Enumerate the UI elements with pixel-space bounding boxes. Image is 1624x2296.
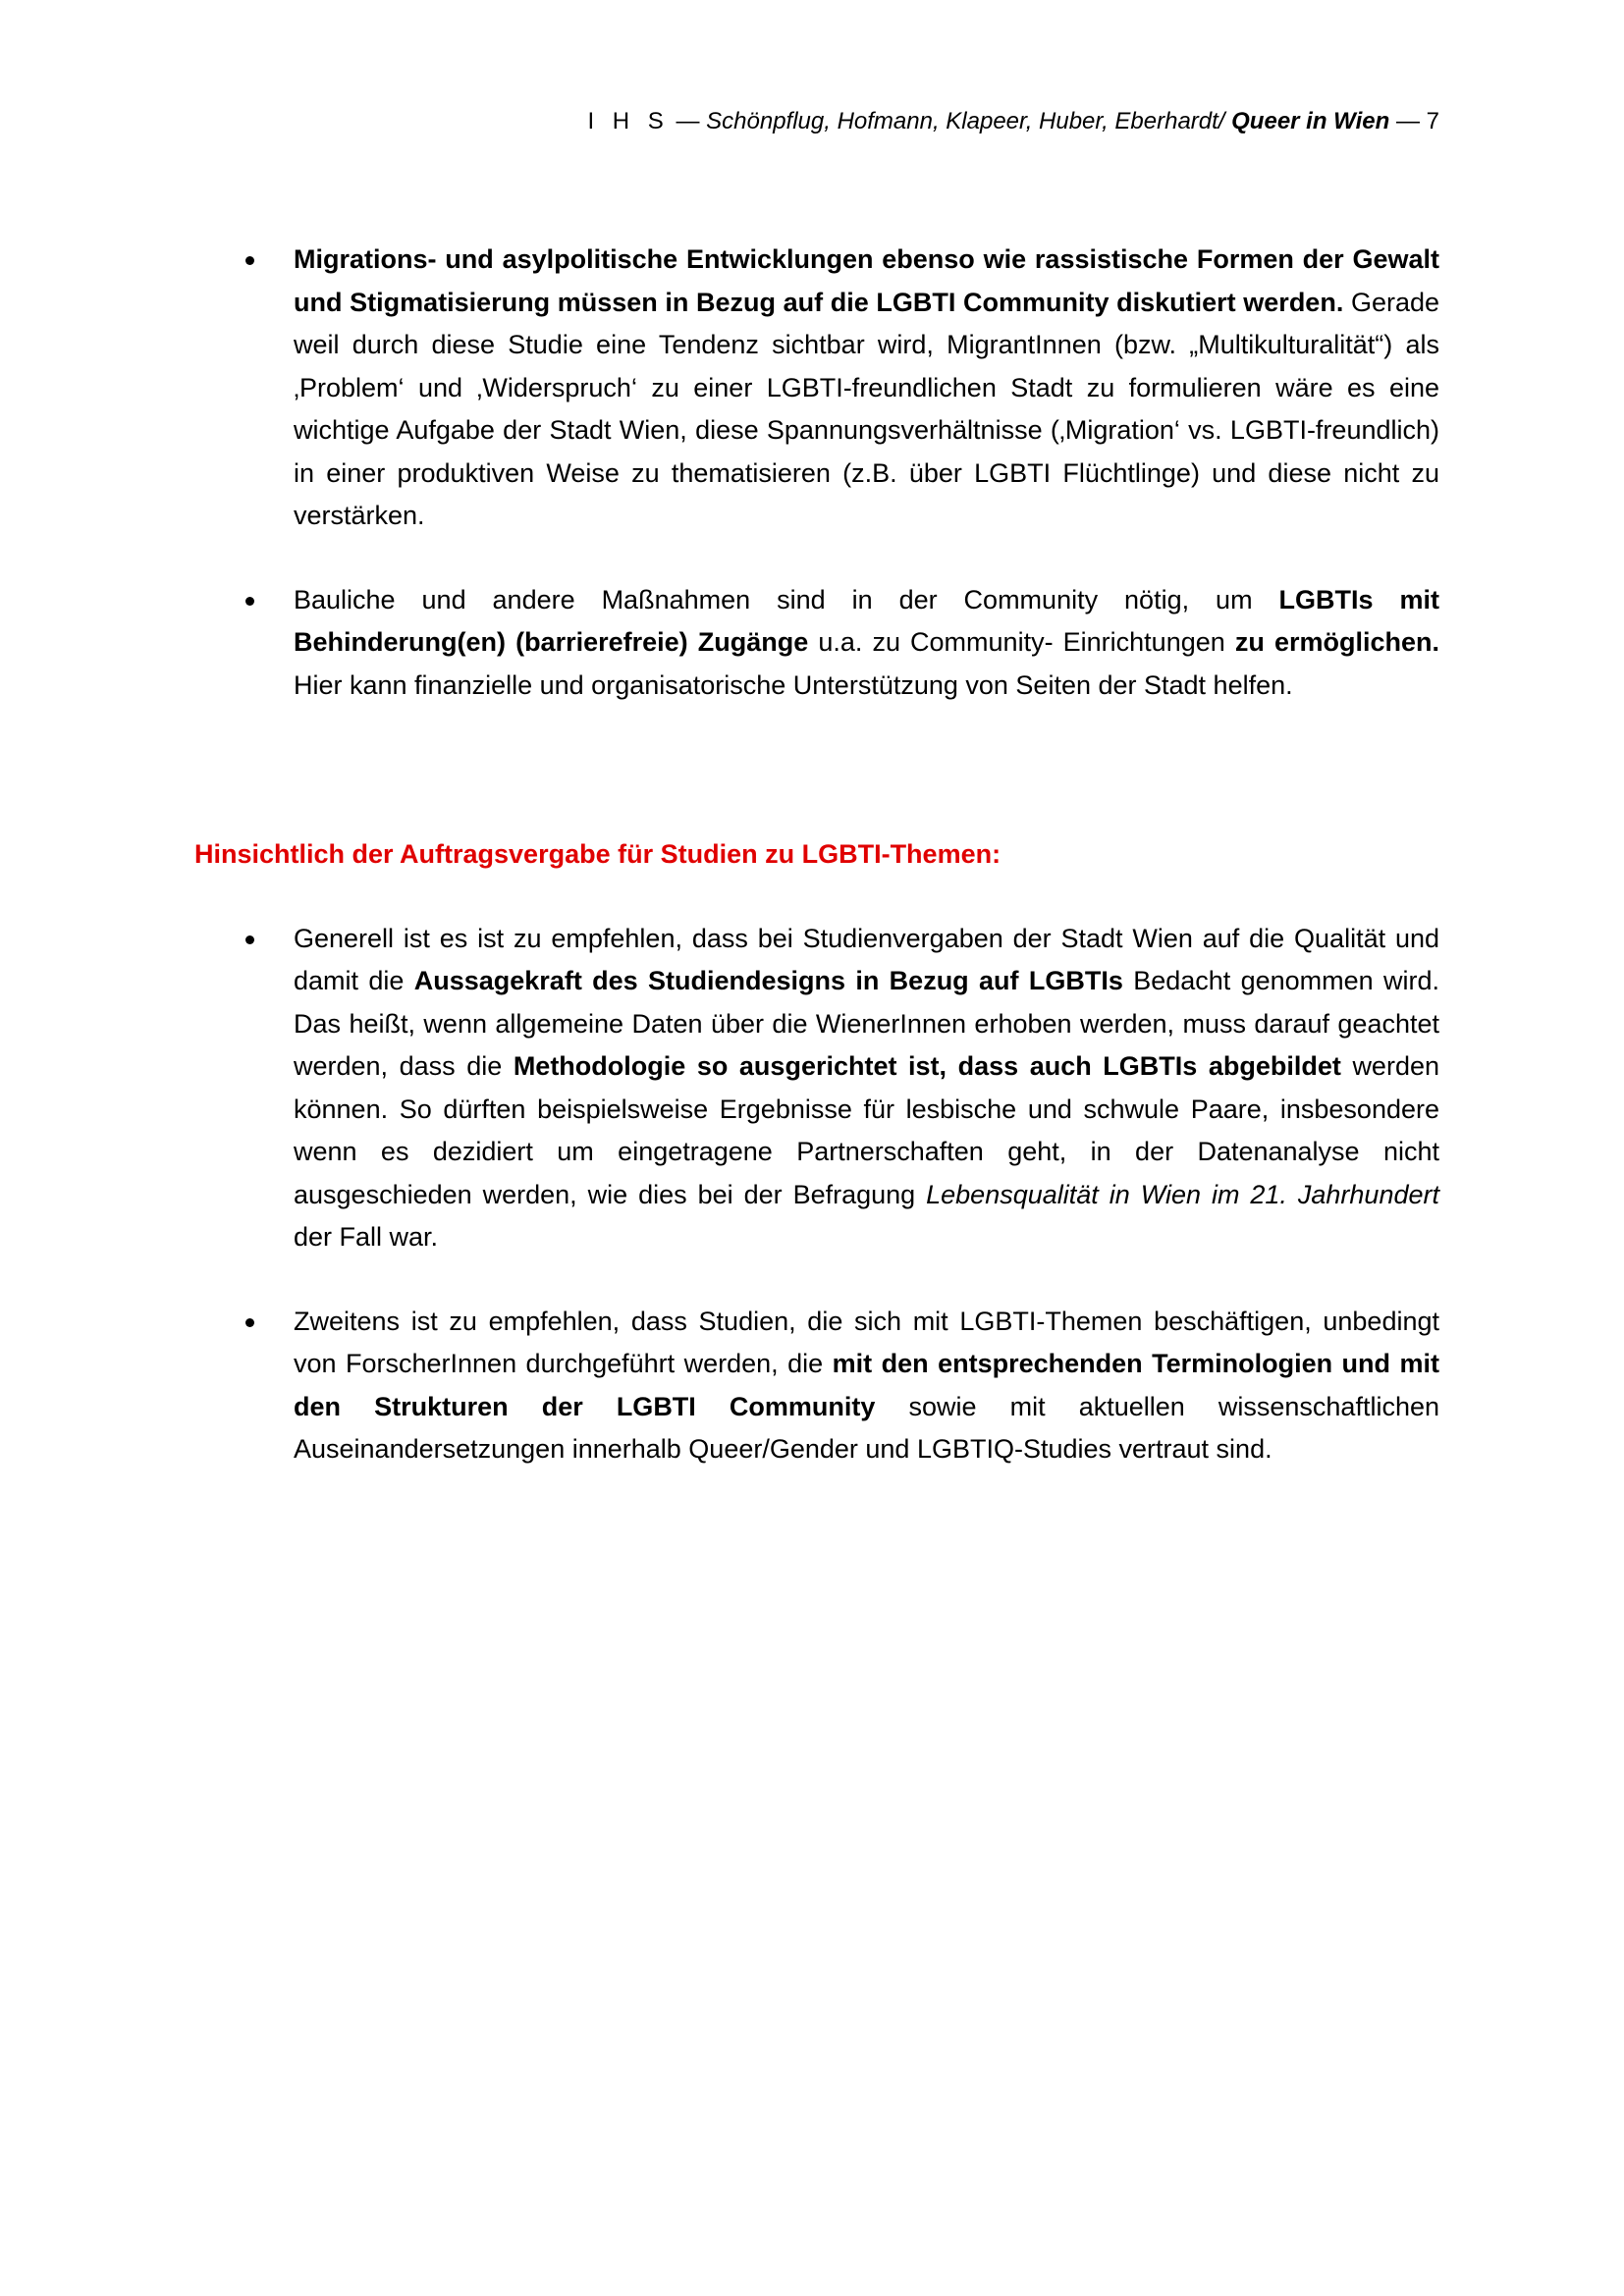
bullet-icon bbox=[245, 256, 254, 265]
bold-text: mit den entsprechenden Terminologien und mit den Strukturen der LGBTI Community bbox=[294, 1349, 1439, 1421]
list-item bbox=[194, 239, 1439, 538]
italic-title: Lebensqualität in Wien im 21. Jahrhundert bbox=[926, 1179, 1439, 1209]
recommendation-list bbox=[194, 918, 1439, 1471]
list-item bbox=[194, 1301, 1439, 1471]
bold-text: LGBTIs mit Behinderung(en) (barrierefreie) Zugänge bbox=[294, 584, 1439, 657]
bullet-icon bbox=[245, 597, 254, 606]
page-number: 7 bbox=[1426, 108, 1439, 134]
header-separator: — bbox=[1389, 108, 1427, 134]
bold-text: Methodologie so ausgerichtet ist, dass auch LGBTIs abgebildet bbox=[513, 1051, 1341, 1081]
header-work-title: Queer in Wien bbox=[1231, 108, 1390, 134]
bold-text: zu ermöglichen. bbox=[1234, 627, 1439, 657]
section-heading: Hinsichtlich der Auftragsvergabe für Studien zu LGBTI-Themen: bbox=[194, 839, 1001, 869]
bold-text: Aussagekraft des Studiendesigns in Bezug auf LGBTIs bbox=[413, 966, 1123, 995]
bold-text: Migrations- und asylpolitische Entwicklungen ebenso wie rassistische Formen der Gewalt und Stigmatisierung müssen in Bezug auf die LGBTI Community diskutiert werden. bbox=[294, 244, 1439, 317]
header-authors: Schönpflug, Hofmann, Klapeer, Huber, Eberhardt/ bbox=[706, 108, 1225, 134]
document-body bbox=[194, 239, 1439, 1471]
body-text: Hier kann finanzielle und organisatorische Unterstützung von Seiten der Stadt helfen. bbox=[294, 669, 1293, 700]
body-text: Bauliche und andere Maßnahmen sind in der Community nötig, um bbox=[294, 584, 1279, 614]
body-text: Zweitens ist zu empfehlen, dass Studien, die sich mit LGBTI-Themen beschäftigen, unbedingt von ForscherInnen durchgeführt werden, die bbox=[294, 1306, 1439, 1378]
body-text: Bedacht genommen wird. Das heißt, wenn allgemeine Daten über die WienerInnen erhoben werden, muss darauf geachtet werden, dass die bbox=[294, 966, 1440, 1081]
list-item bbox=[194, 579, 1439, 708]
body-text: sowie mit aktuellen wissenschaftlichen Auseinandersetzungen innerhalb Queer/Gender und LGBTIQ-Studies vertraut sind. bbox=[294, 1391, 1439, 1464]
header-separator: — bbox=[669, 108, 707, 134]
body-text: Generell ist es ist zu empfehlen, dass bei Studienvergaben der Stadt Wien auf die Qualität und damit die bbox=[294, 923, 1439, 995]
recommendation-list bbox=[194, 239, 1439, 707]
list-item bbox=[194, 918, 1439, 1259]
body-text: werden können. So dürften beispielsweise Ergebnisse für lesbische und schwule Paare, insbesondere wenn es dezidiert um eingetragene Partnerschaften geht, in der Datenanalyse nicht ausgeschieden werden, wie dies bei der Befragung bbox=[294, 1051, 1439, 1209]
page-header bbox=[587, 106, 1439, 137]
bullet-icon bbox=[245, 935, 254, 944]
body-text: Gerade weil durch diese Studie eine Tendenz sichtbar wird, MigrantInnen (bzw. „Multikulturalität“) als ‚Problem‘ und ‚Widerspruch‘ zu einer LGBTI-freundlichen Stadt zu formulieren wäre es eine wichtige Aufgabe der Stadt Wien, diese Spannungsverhältnisse (‚Migration‘ vs. LGBTI-freundlich) in einer produktiven Weise zu thematisieren (z.B. über LGBTI Flüchtlinge) und diese nicht zu verstärken. bbox=[294, 287, 1440, 530]
body-text: der Fall war. bbox=[294, 1222, 439, 1252]
header-org: I H S bbox=[587, 108, 670, 134]
bullet-icon bbox=[245, 1318, 254, 1327]
body-text: u.a. zu Community- Einrichtungen bbox=[808, 627, 1235, 657]
